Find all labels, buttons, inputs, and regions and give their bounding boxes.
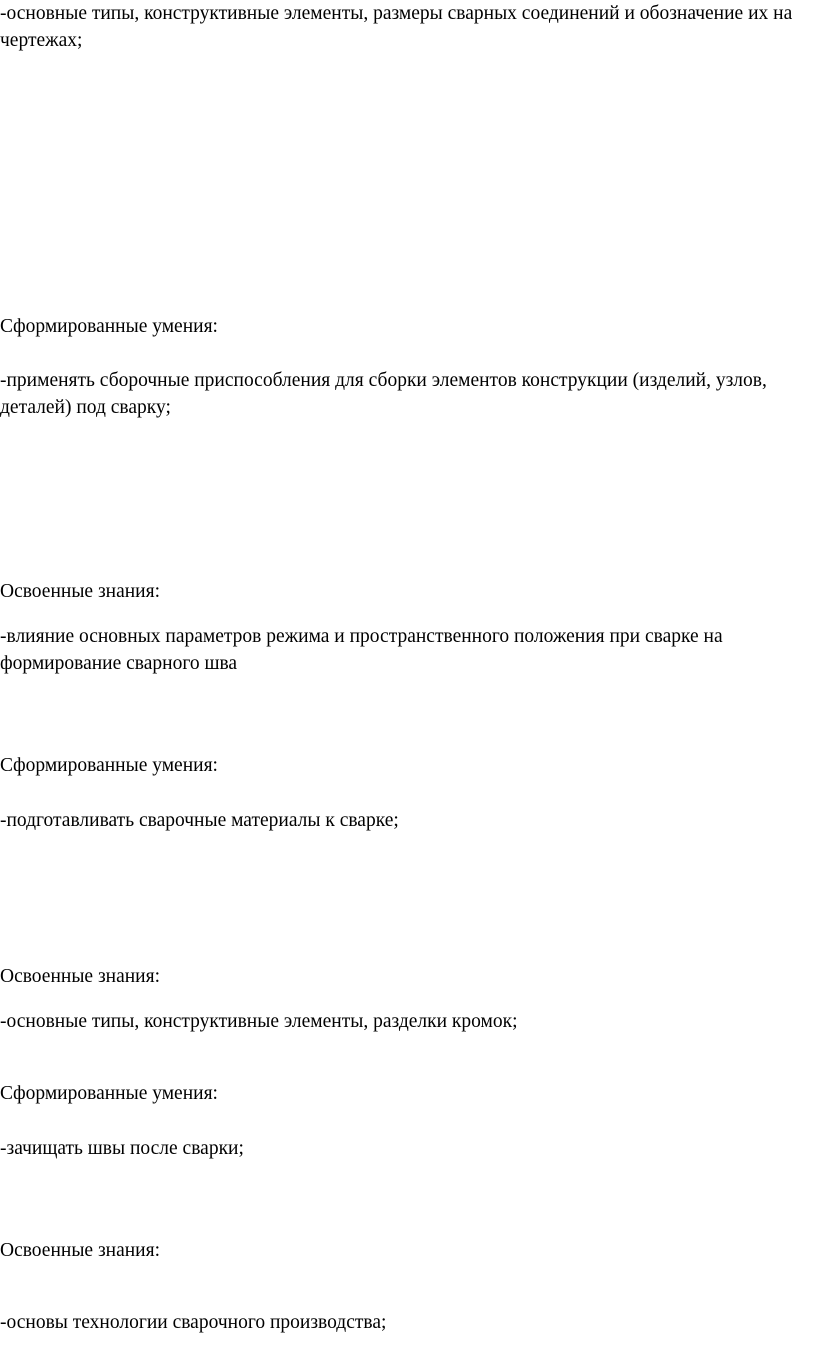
paragraph-skill-2: -подготавливать сварочные материалы к сварке; (0, 810, 399, 831)
paragraph-knowledge-2: -влияние основных параметров режима и пространственного положения при сварке на формирование сварного шва (0, 626, 723, 674)
paragraph-skill-1: -применять сборочные приспособления для сборки элементов конструкции (изделий, узлов, деталей) под сварку; (0, 370, 767, 418)
paragraph-knowledge-3: -основные типы, конструктивные элементы, разделки кромок; (0, 1011, 518, 1032)
paragraph-skill-3: -зачищать швы после сварки; (0, 1138, 244, 1159)
heading-knowledge-4: Освоенные знания: (0, 1240, 161, 1261)
heading-skills-1: Сформированные умения: (0, 316, 218, 337)
heading-knowledge-3: Освоенные знания: (0, 966, 161, 987)
paragraph-knowledge-4: -основы технологии сварочного производства; (0, 1312, 387, 1333)
heading-skills-3: Сформированные умения: (0, 1083, 218, 1104)
heading-skills-2: Сформированные умения: (0, 755, 218, 776)
heading-knowledge-2: Освоенные знания: (0, 581, 161, 602)
paragraph-knowledge-1: -основные типы, конструктивные элементы, размеры сварных соединений и обозначение их на чертежах; (0, 3, 793, 51)
